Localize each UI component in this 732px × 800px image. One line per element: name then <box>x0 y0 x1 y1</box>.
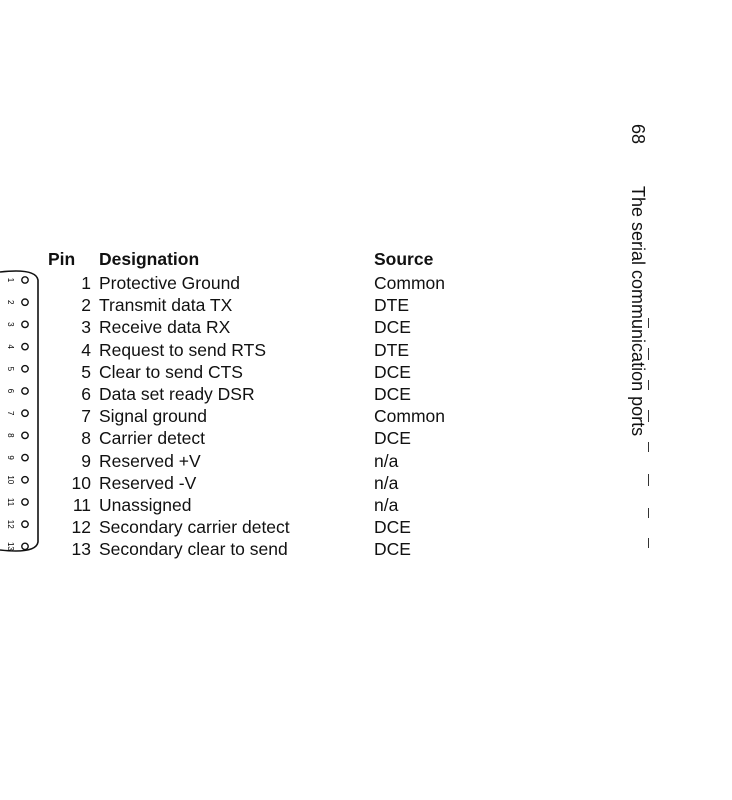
page-number: 68 <box>628 124 648 145</box>
margin-tick <box>648 348 649 360</box>
pin-number: 2 <box>81 295 91 316</box>
pin-number: 11 <box>72 494 91 515</box>
pin-number: 1 <box>81 273 91 293</box>
pin-source: DCE <box>374 428 411 449</box>
pin-source: n/a <box>374 450 399 471</box>
pin-designation: Carrier detect <box>99 428 206 449</box>
connector-outline-icon <box>0 266 46 556</box>
margin-tick <box>648 474 649 486</box>
connector-pin-label: 3 <box>5 322 15 327</box>
connector-pin-icon <box>22 432 28 438</box>
connector-pin-label: 6 <box>5 388 15 394</box>
margin-tick <box>648 380 649 390</box>
connector-pin-icon <box>22 277 28 283</box>
connector-pin-label: 9 <box>5 455 15 460</box>
pin-source: Common <box>374 406 445 427</box>
pin-source: DCE <box>374 317 411 338</box>
connector-shell <box>0 271 38 551</box>
margin-tick <box>648 538 649 548</box>
margin-tick <box>648 442 649 452</box>
pin-number: 8 <box>81 428 91 449</box>
pin-number: 3 <box>81 317 91 338</box>
margin-tick <box>648 410 649 422</box>
pin-designation: Request to send RTS <box>99 339 266 360</box>
pin-designation: Secondary carrier detect <box>99 517 290 538</box>
pin-number: 6 <box>81 383 91 404</box>
connector-pin-label: 12 <box>5 519 15 529</box>
pin-number: 5 <box>81 361 91 382</box>
chapter-title: The serial communication ports <box>628 186 648 437</box>
margin-tick <box>648 318 649 328</box>
pin-designation: Protective Ground <box>99 273 241 293</box>
pin-number: 9 <box>81 450 91 471</box>
connector-pin-label: 13 <box>5 541 15 551</box>
header-source: Source <box>374 249 434 269</box>
connector-pin-label: 4 <box>5 344 15 349</box>
db25-connector-diagram <box>0 266 46 556</box>
connector-pin-label: 2 <box>5 299 15 305</box>
pin-source: DCE <box>374 361 411 382</box>
pin-source: Common <box>374 273 445 293</box>
pin-designation: Secondary clear to send <box>99 539 288 560</box>
pin-number: 13 <box>71 539 91 560</box>
pin-source: n/a <box>374 494 399 515</box>
header-pin: Pin <box>48 249 76 269</box>
pin-designation: Reserved +V <box>99 450 201 471</box>
connector-pin-icon <box>22 299 28 305</box>
margin-rule <box>648 318 650 548</box>
connector-pin-label: 8 <box>5 433 15 438</box>
connector-pin-label: 1 <box>5 277 15 283</box>
connector-pin-label: 5 <box>5 366 15 372</box>
pin-designation: Receive data RX <box>99 317 231 338</box>
connector-pin-icon <box>22 366 28 372</box>
connector-pin-label: 10 <box>5 475 15 485</box>
connector-pin-icon <box>22 454 28 460</box>
connector-pin-label: 7 <box>5 410 15 416</box>
pin-designation: Clear to send CTS <box>99 361 243 382</box>
connector-pin-icon <box>22 343 28 349</box>
pin-source: DTE <box>374 339 409 360</box>
pin-designation: Signal ground <box>99 406 207 427</box>
margin-tick <box>648 508 649 518</box>
running-header <box>620 124 660 624</box>
connector-pin-icon <box>22 499 28 505</box>
connector-pin-icon <box>22 521 28 527</box>
pin-designation: Reserved -V <box>99 472 197 493</box>
pin-number: 4 <box>81 339 91 360</box>
pin-source: n/a <box>374 472 399 493</box>
connector-pin-icon <box>22 410 28 416</box>
pin-source: DTE <box>374 295 409 316</box>
pin-source: DCE <box>374 517 411 538</box>
pin-designation: Data set ready DSR <box>99 383 255 404</box>
connector-pin-icon <box>22 543 28 549</box>
connector-pin-label: 11 <box>5 497 15 507</box>
pin-source: DCE <box>374 383 411 404</box>
connector-pin-icon <box>22 477 28 483</box>
header-designation: Designation <box>99 249 200 269</box>
connector-pin-icon <box>22 321 28 327</box>
pin-number: 12 <box>71 517 91 538</box>
pin-number: 7 <box>81 406 91 427</box>
pin-number: 10 <box>71 472 91 493</box>
pin-designation: Unassigned <box>99 494 192 515</box>
pin-designation: Transmit data TX <box>99 295 233 316</box>
pin-source: DCE <box>374 539 411 560</box>
connector-pin-icon <box>22 388 28 394</box>
